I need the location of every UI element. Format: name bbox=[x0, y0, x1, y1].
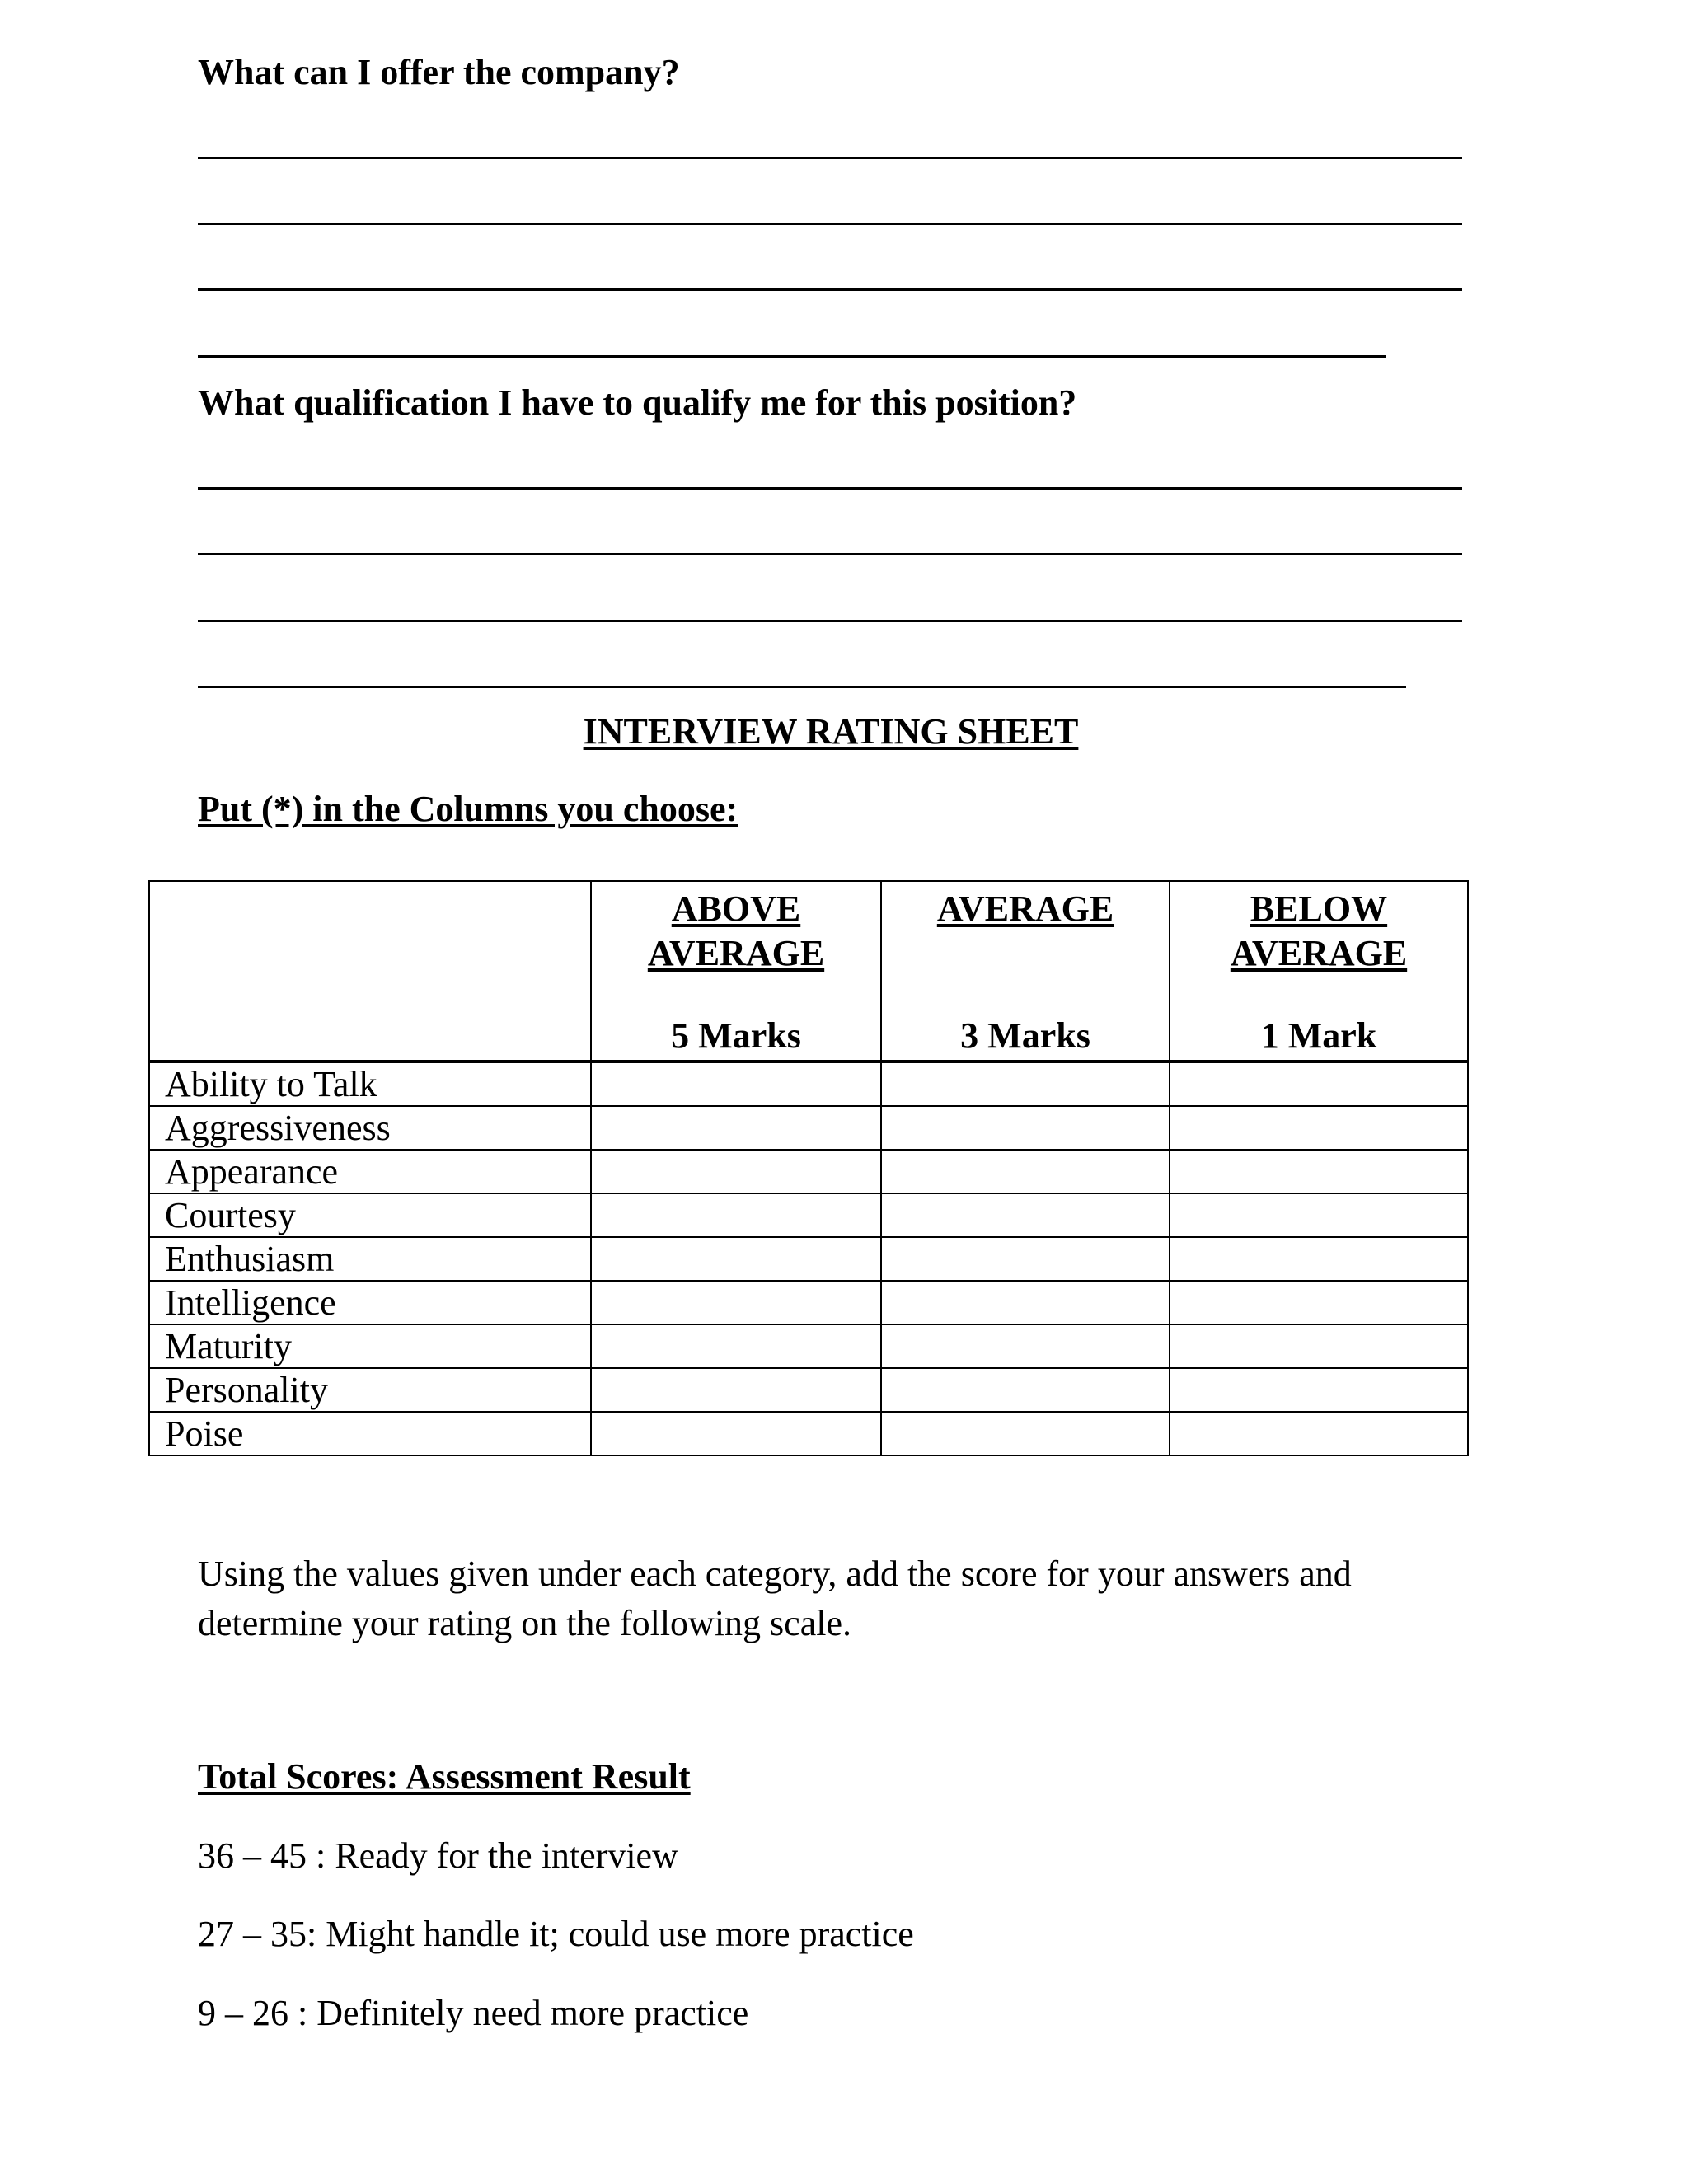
criterion-label: Intelligence bbox=[149, 1281, 591, 1324]
rating-table bbox=[148, 880, 1469, 1456]
rating-instruction: Put (*) in the Columns you choose: bbox=[198, 789, 738, 829]
answer-line[interactable] bbox=[198, 686, 1406, 688]
rating-cell-average[interactable] bbox=[881, 1062, 1170, 1106]
rating-cell-average[interactable] bbox=[881, 1281, 1170, 1324]
rating-cell-average[interactable] bbox=[881, 1368, 1170, 1412]
column-header-average: AVERAGE 3 Marks bbox=[881, 881, 1170, 1062]
marks-label: 5 Marks bbox=[671, 1015, 801, 1056]
results-title: Total Scores: Assessment Result bbox=[198, 1756, 691, 1797]
answer-line[interactable] bbox=[198, 620, 1462, 622]
table-row bbox=[149, 1193, 1468, 1237]
column-header-below-average: BELOW AVERAGE 1 Mark bbox=[1170, 881, 1468, 1062]
rating-cell-average[interactable] bbox=[881, 1324, 1170, 1368]
rating-cell-below-average[interactable] bbox=[1170, 1412, 1468, 1455]
table-row bbox=[149, 1412, 1468, 1455]
marks-label: 1 Mark bbox=[1260, 1015, 1377, 1056]
scale-row: 27 – 35: Might handle it; could use more practice bbox=[198, 1914, 914, 1954]
criterion-label: Poise bbox=[149, 1412, 591, 1455]
answer-line[interactable] bbox=[198, 288, 1462, 291]
criterion-label: Appearance bbox=[149, 1150, 591, 1193]
rating-cell-above-average[interactable] bbox=[591, 1237, 881, 1281]
rating-cell-above-average[interactable] bbox=[591, 1368, 881, 1412]
marks-label: 3 Marks bbox=[960, 1015, 1090, 1056]
rating-cell-average[interactable] bbox=[881, 1106, 1170, 1150]
scale-row: 9 – 26 : Definitely need more practice bbox=[198, 1993, 749, 2033]
scale-row: 36 – 45 : Ready for the interview bbox=[198, 1835, 678, 1876]
rating-cell-above-average[interactable] bbox=[591, 1324, 881, 1368]
rating-cell-average[interactable] bbox=[881, 1237, 1170, 1281]
rating-cell-above-average[interactable] bbox=[591, 1150, 881, 1193]
criterion-label: Courtesy bbox=[149, 1193, 591, 1237]
rating-cell-below-average[interactable] bbox=[1170, 1106, 1468, 1150]
rating-cell-below-average[interactable] bbox=[1170, 1193, 1468, 1237]
criterion-label: Aggressiveness bbox=[149, 1106, 591, 1150]
column-header-above-average: ABOVE AVERAGE 5 Marks bbox=[591, 881, 881, 1062]
rating-cell-above-average[interactable] bbox=[591, 1193, 881, 1237]
rating-cell-below-average[interactable] bbox=[1170, 1324, 1468, 1368]
rating-cell-below-average[interactable] bbox=[1170, 1150, 1468, 1193]
table-row bbox=[149, 1150, 1468, 1193]
scoring-instructions: Using the values given under each category, add the score for your answers and determine your rating on the following scale. bbox=[198, 1554, 1352, 1643]
rating-cell-average[interactable] bbox=[881, 1412, 1170, 1455]
criterion-label: Enthusiasm bbox=[149, 1237, 591, 1281]
rating-cell-above-average[interactable] bbox=[591, 1412, 881, 1455]
table-row bbox=[149, 1062, 1468, 1106]
answer-line[interactable] bbox=[198, 487, 1462, 490]
rating-cell-below-average[interactable] bbox=[1170, 1062, 1468, 1106]
answer-line[interactable] bbox=[198, 223, 1462, 225]
rating-cell-below-average[interactable] bbox=[1170, 1368, 1468, 1412]
question-qualification: What qualification I have to qualify me for this position? bbox=[198, 382, 1077, 423]
rating-cell-above-average[interactable] bbox=[591, 1062, 881, 1106]
criterion-label: Maturity bbox=[149, 1324, 591, 1368]
rating-header-row bbox=[149, 881, 1468, 1062]
table-row bbox=[149, 1281, 1468, 1324]
answer-line[interactable] bbox=[198, 553, 1462, 555]
table-row bbox=[149, 1368, 1468, 1412]
rating-cell-average[interactable] bbox=[881, 1193, 1170, 1237]
table-row bbox=[149, 1237, 1468, 1281]
table-row bbox=[149, 1106, 1468, 1150]
answer-line[interactable] bbox=[198, 355, 1386, 358]
rating-cell-above-average[interactable] bbox=[591, 1281, 881, 1324]
criterion-label: Personality bbox=[149, 1368, 591, 1412]
rating-cell-above-average[interactable] bbox=[591, 1106, 881, 1150]
criteria-header-blank bbox=[149, 881, 591, 1062]
rating-sheet-title: INTERVIEW RATING SHEET bbox=[583, 711, 1079, 752]
criterion-label: Ability to Talk bbox=[149, 1062, 591, 1106]
table-row bbox=[149, 1324, 1468, 1368]
rating-cell-below-average[interactable] bbox=[1170, 1281, 1468, 1324]
rating-cell-average[interactable] bbox=[881, 1150, 1170, 1193]
question-offer: What can I offer the company? bbox=[198, 52, 680, 92]
rating-cell-below-average[interactable] bbox=[1170, 1237, 1468, 1281]
answer-line[interactable] bbox=[198, 157, 1462, 159]
